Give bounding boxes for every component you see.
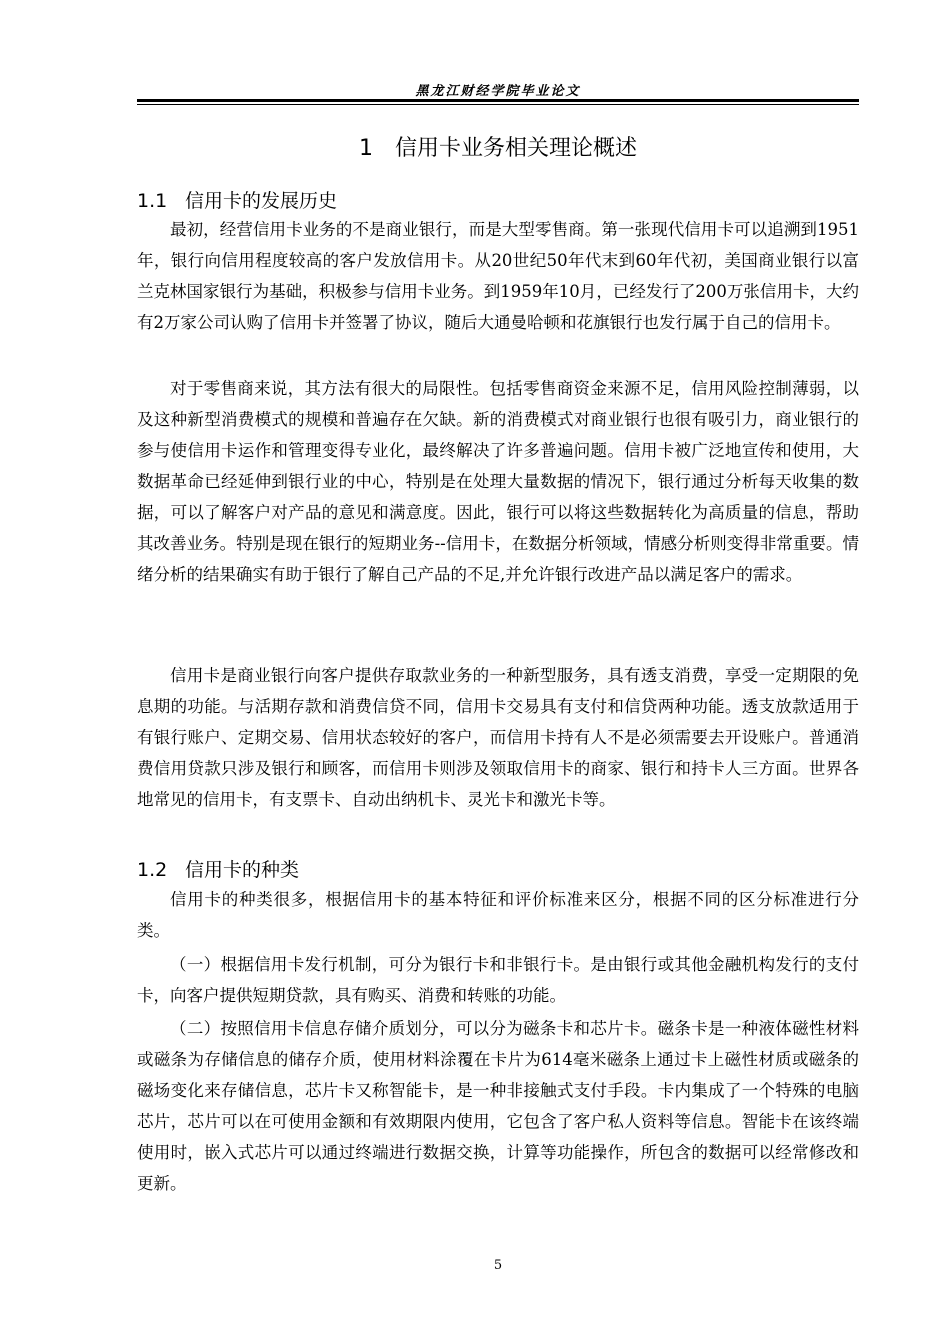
paragraph: 最初，经营信用卡业务的不是商业银行，而是大型零售商。第一张现代信用卡可以追溯到1951年，银行向信用程度较高的客户发放信用卡。从20世纪50年代末到60年代初，美国商业银行以富兰克林国家银行为基础，积极参与信用卡业务。到1959年10月，已经发行了200万张信用卡，大约有2万家公司认购了信用卡并签署了协议，随后大通曼哈顿和花旗银行也发行属于自己的信用卡。 [137, 220, 859, 332]
header-rule-thin [137, 104, 859, 105]
section-number: 1.1 [137, 190, 168, 212]
header-rule-thick [137, 99, 859, 102]
section-title-text: 信用卡的发展历史 [185, 190, 338, 212]
chapter-title-text: 信用卡业务相关理论概述 [394, 136, 637, 161]
running-header: 黑龙江财经学院毕业论文 [415, 84, 581, 99]
paragraph: （二）按照信用卡信息存储介质划分，可以分为磁条卡和芯片卡。磁条卡是一种液体磁性材料或磁条为存储信息的储存介质，使用材料涂覆在卡片为614毫米磁条上通过卡上磁性材质或磁条的磁场变化来存储信息，芯片卡又称智能卡，是一种非接触式支付手段。卡内集成了一个特殊的电脑芯片，芯片可以在可使用金额和有效期限内使用，它包含了客户私人资料等信息。智能卡在该终端使用时，嵌入式芯片可以通过终端进行数据交换，计算等功能操作，所包含的数据可以经常修改和更新。 [137, 1019, 859, 1193]
paragraph: 信用卡的种类很多，根据信用卡的基本特征和评价标准来区分，根据不同的区分标准进行分类。 [137, 890, 859, 940]
paragraph: （一）根据信用卡发行机制，可分为银行卡和非银行卡。是由银行或其他金融机构发行的支付卡，向客户提供短期贷款，具有购买、消费和转账的功能。 [137, 955, 859, 1005]
paragraph: 信用卡是商业银行向客户提供存取款业务的一种新型服务，具有透支消费，享受一定期限的免息期的功能。与活期存款和消费信贷不同，信用卡交易具有支付和信贷两种功能。透支放款适用于有银行账户、定期交易、信用状态较好的客户，而信用卡持有人不是必须需要去开设账户。普通消费信用贷款只涉及银行和顾客，而信用卡则涉及领取信用卡的商家、银行和持卡人三方面。世界各地常见的信用卡，有支票卡、自动出纳机卡、灵光卡和激光卡等。 [137, 666, 859, 809]
chapter-title [137, 131, 859, 162]
page-number: 5 [493, 1258, 503, 1273]
section-number: 1.2 [137, 859, 168, 881]
section-title-text: 信用卡的种类 [185, 859, 300, 881]
chapter-number: 1 [358, 136, 373, 161]
paragraph: 对于零售商来说，其方法有很大的局限性。包括零售商资金来源不足，信用风险控制薄弱，以及这种新型消费模式的规模和普遍存在欠缺。新的消费模式对商业银行也很有吸引力，商业银行的参与使信用卡运作和管理变得专业化，最终解决了许多普遍问题。信用卡被广泛地宣传和使用，大数据革命已经延伸到银行业的中心，特别是在处理大量数据的情况下，银行通过分析每天收集的数据，可以了解客户对产品的意见和满意度。因此，银行可以将这些数据转化为高质量的信息，帮助其改善业务。特别是现在银行的短期业务--信用卡，在数据分析领域，情感分析则变得非常重要。情绪分析的结果确实有助于银行了解自己产品的不足,并允许银行改进产品以满足客户的需求。 [137, 379, 859, 584]
section-heading-1-2 [137, 855, 299, 882]
section-heading-1-1 [137, 186, 337, 213]
